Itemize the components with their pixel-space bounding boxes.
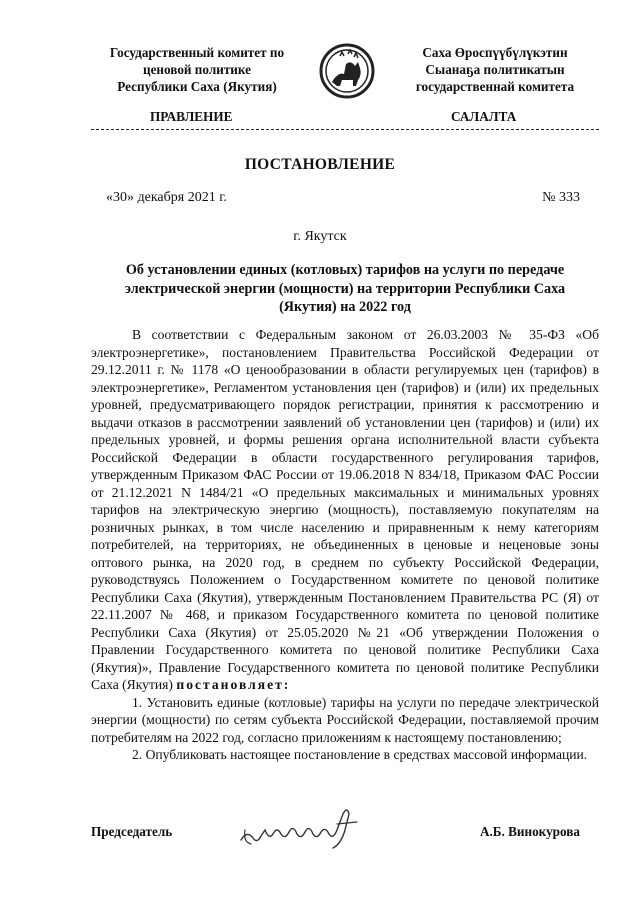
agency-name-sakha xyxy=(392,44,598,95)
coat-of-arms-emblem-icon xyxy=(318,42,376,100)
chair-label: Председатель xyxy=(91,824,173,839)
agency-name-line: ценовой политике xyxy=(142,62,252,77)
resolves-keyword: постановляет: xyxy=(176,677,291,692)
document-subject: Об установлении единых (котловых) тарифов на услуги по передаче электрической энергии (мощности) на территории Республики Саха (Якутия) на 2022 год xyxy=(124,262,566,315)
board-label-sakha: САЛАЛТА xyxy=(451,109,517,124)
board-label-russian: ПРАВЛЕНИЕ xyxy=(150,109,233,124)
header-divider xyxy=(91,129,599,130)
resolution-item-2: 2. Опубликовать настоящее постановление в средствах массовой информации. xyxy=(132,747,588,762)
signature-icon xyxy=(233,800,383,856)
chair-name: А.Б. Винокурова xyxy=(479,824,580,839)
agency-name-line: государственнай комитета xyxy=(415,79,575,94)
document-date: «30» декабря 2021 г. xyxy=(106,190,227,205)
preamble-text: В соответствии с Федеральным законом от 26.03.2003 № 35-ФЗ «Об электроэнергетике», постановлением Правительства Российской Федерации от 29.12.2011 г. № 1178 «О ценообразовании в области регулируемых цен (тарифов) в электроэнергетике», Регламентом установления цен (тарифов) и (или) их предельных уровней, предусматривающего порядок регистрации, принятия к рассмотрению и выдачи отказов в рассмотрении заявлений об установлении цен (тарифов) и (или) их предельных уровней, и формы решения органа исполнительной власти субъекта Российской Федерации в области государственного регулирования тарифов, утвержденным Приказом ФАС России от 19.06.2018 N 834/18, Приказом ФАС России от 21.12.2021 N 1484/21 «О предельных максимальных и минимальных уровнях тарифов на электрическую энергию (мощность), поставляемую покупателям на розничных рынках, в том числе населению и приравненным к нему категориям потребителей, на территориях, не объединенных в ценовые и неценовые зоны оптового рынка, на 2020 год, в среднем по субъекту Российской Федерации, руководствуясь Положением о Государственном комитете по ценовой политике Республики Саха (Якутия), утвержденным Постановлением Правительства РС (Я) от 22.11.2007 № 468, и приказом Государственного комитета по ценовой политике Республики Саха (Якутия) от 25.05.2020 №21 «Об утверждении Положения о Правлении Государственного комитета по ценовой политике Республики Саха (Якутия)», Правление Государственного комитета по ценовой политике Республики Саха (Якутия) xyxy=(91,327,599,692)
document-body xyxy=(91,326,599,764)
document-title: ПОСТАНОВЛЕНИЕ xyxy=(244,156,396,173)
document-number: № 333 xyxy=(542,190,580,205)
preamble-paragraph xyxy=(91,326,599,694)
document-city: г. Якутск xyxy=(293,229,347,244)
agency-name-line: Сыанаҕа политикатын xyxy=(425,62,565,77)
agency-name-line: Республики Саха (Якутия) xyxy=(117,79,277,94)
agency-name-line: Саха Өроспүүбүлүкэтин xyxy=(422,45,568,60)
resolution-item-1: 1. Установить единые (котловые) тарифы на услуги по передаче электрической энергии (мощности) по сетям субъекта Российской Федерации, поставляемой прочим потребителям на 2022 год, согласно приложениям к настоящему постановлению; xyxy=(91,694,599,745)
agency-name-line: Государственный комитет по xyxy=(109,45,285,60)
agency-name-russian xyxy=(92,44,302,95)
